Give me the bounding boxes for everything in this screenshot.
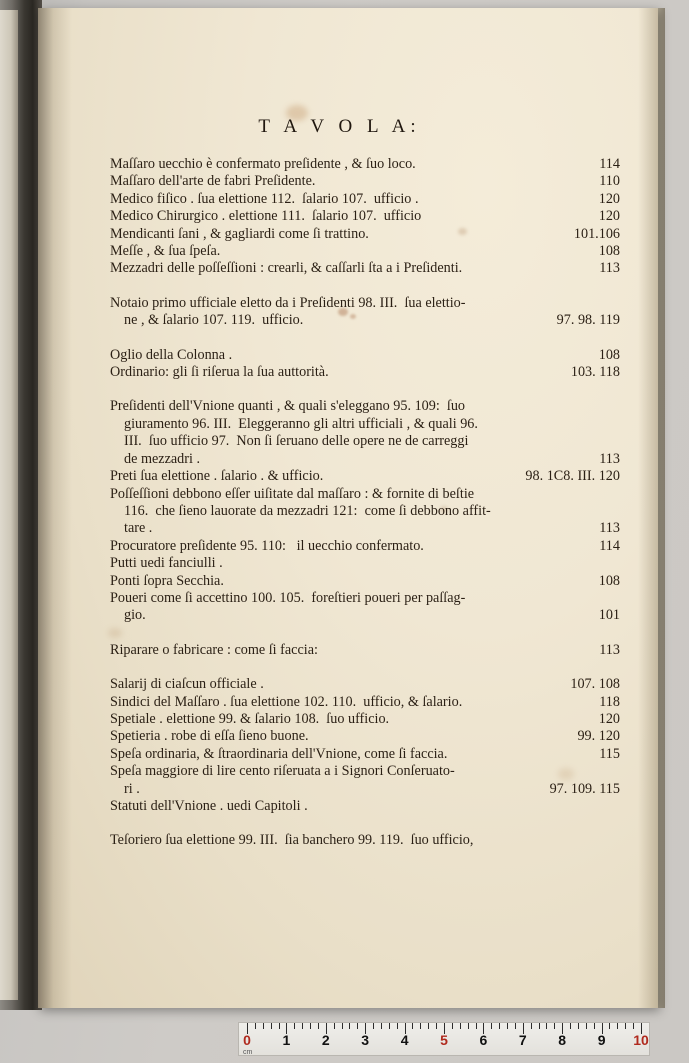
index-entry-text: Teſoriero ſua elettione 99. III. ſia banchero 99. 119. ſuo ufficio, — [110, 832, 474, 849]
index-entry-pages: 103. 118 — [570, 364, 620, 381]
index-entry-pages: 108 — [598, 572, 620, 589]
index-entry-pages: 98. 1C8. III. 120 — [525, 468, 620, 485]
ruler-tick-minor — [381, 1023, 382, 1029]
index-entry — [110, 468, 620, 485]
page-right-shadow — [638, 8, 658, 1008]
index-entry-text: Speſa maggiore di lire cento riſeruata a i Signori Conſeruato- — [110, 763, 455, 780]
ruler-tick-minor — [539, 1023, 540, 1029]
page-gutter-shadow — [38, 8, 72, 1008]
index-entry-text: III. ſuo ufficio 97. Non ſi ſeruano delle opere ne de carreggi — [124, 433, 469, 450]
ruler-number: 1 — [282, 1032, 291, 1048]
index-entry-text: tare . — [124, 520, 153, 537]
index-entry — [110, 486, 620, 503]
index-entry — [110, 590, 620, 607]
index-group — [110, 676, 620, 815]
index-entry — [110, 520, 620, 537]
ruler-tick-minor — [633, 1023, 634, 1029]
ruler-number: 9 — [597, 1032, 606, 1048]
page-title: T A V O L A: — [258, 116, 416, 137]
index-entry-pages: 110 — [599, 173, 620, 190]
index-entry-text: ne , & ſalario 107. 119. ufficio. — [124, 312, 304, 329]
ruler-tick-minor — [349, 1023, 350, 1029]
index-group — [110, 398, 620, 624]
index-entry-text: Meſſe , & ſua ſpeſa. — [110, 243, 221, 260]
index-entry-pages: 97. 109. 115 — [549, 780, 620, 797]
index-entry — [110, 208, 620, 225]
index-group — [110, 295, 620, 330]
index-entry-text: 116. che ſieno lauorate da mezzadri 121: come ſi debbono affit- — [124, 502, 491, 519]
index-entry — [110, 607, 620, 624]
index-entry-text: Maſſaro dell'arte de fabri Preſidente. — [110, 173, 316, 190]
index-entry-text: Medico Chirurgico . elettione 111. ſalario 107. ufficio — [110, 208, 422, 225]
ruler-number: 10 — [633, 1032, 649, 1048]
index-entry-text: Statuti dell'Vnione . uedi Capitoli . — [110, 798, 308, 814]
index-entry-pages: 120 — [598, 710, 620, 727]
index-entry — [110, 295, 620, 312]
index-entry-text: de mezzadri . — [124, 450, 201, 467]
ruler-tick-minor — [373, 1023, 374, 1029]
ruler-tick-minor — [389, 1023, 390, 1029]
tavola-index — [110, 116, 620, 867]
index-entry-text: Poueri come ſi accettino 100. 105. foreſtieri poueri per paſſag- — [110, 589, 466, 606]
index-entry-text: Putti uedi fanciulli . — [110, 555, 223, 572]
ruler-tick-minor — [334, 1023, 335, 1029]
index-entry-pages: 113 — [599, 520, 620, 537]
index-entry-text: Riparare o fabricare : come ſi faccia: — [110, 641, 318, 658]
index-entry-text: Speſa ordinaria, & ſtraordinaria dell'Vnione, come ſi faccia. — [110, 745, 448, 762]
index-entry — [110, 243, 620, 260]
index-entry-pages: 114 — [599, 156, 620, 172]
index-entry-pages: 108 — [598, 346, 620, 363]
ruler-tick-minor — [570, 1023, 571, 1029]
index-entry — [110, 746, 620, 763]
index-entry-pages: 118 — [599, 693, 620, 710]
index-entry — [110, 503, 620, 520]
index-entry — [110, 676, 620, 693]
index-entry-pages: 115 — [599, 745, 620, 762]
index-entry-text: Spetiale . elettione 99. & ſalario 108. ſuo ufficio. — [110, 710, 390, 727]
ruler-tick-minor — [594, 1023, 595, 1029]
index-entry — [110, 781, 620, 798]
index-entry-text: Medico fiſico . ſua elettione 112. ſalario 107. ufficio . — [110, 190, 419, 207]
ruler-number: 3 — [361, 1032, 370, 1048]
ruler-tick-minor — [625, 1023, 626, 1029]
index-entry — [110, 347, 620, 364]
index-group — [110, 832, 620, 849]
ruler-tick-minor — [491, 1023, 492, 1029]
ruler-tick-minor — [412, 1023, 413, 1029]
ruler-unit-label: cm — [243, 1049, 253, 1056]
ruler-tick-minor — [617, 1023, 618, 1029]
scale-ruler — [238, 1022, 650, 1056]
index-entry — [110, 694, 620, 711]
ruler-tick-minor — [428, 1023, 429, 1029]
index-entry — [110, 538, 620, 555]
index-entry-text: Ordinario: gli ſi riſerua la ſua auttorità. — [110, 364, 329, 381]
index-entry-text: giuramento 96. III. Eleggeranno gli altri ufficiali , & quali 96. — [124, 415, 478, 432]
ruler-tick-minor — [294, 1023, 295, 1029]
ruler-number: 8 — [558, 1032, 567, 1048]
ruler-tick-minor — [255, 1023, 256, 1029]
index-entry — [110, 191, 620, 208]
index-entry — [110, 173, 620, 190]
ruler-tick-minor — [460, 1023, 461, 1029]
index-entry-text: Poſſeſſioni debbono eſſer uiſitate dal maſſaro : & fornite di beſtie — [110, 485, 475, 502]
index-entry — [110, 451, 620, 468]
index-entry — [110, 226, 620, 243]
adjacent-page-gutter — [0, 0, 42, 1010]
index-entry-pages: 101 — [598, 607, 620, 624]
ruler-tick-minor — [302, 1023, 303, 1029]
index-entry-pages: 113 — [599, 641, 620, 658]
ruler-number: 0 — [243, 1032, 251, 1048]
index-group — [110, 347, 620, 382]
index-entry-pages: 101.106 — [573, 225, 620, 242]
ruler-tick-minor — [271, 1023, 272, 1029]
index-entry-text: Maſſaro uecchio è confermato preſidente , & ſuo loco. — [110, 156, 416, 172]
index-entry-pages: 113 — [599, 450, 620, 467]
ruler-tick-minor — [342, 1023, 343, 1029]
index-entry — [110, 156, 620, 173]
ruler-tick-minor — [554, 1023, 555, 1029]
ruler-tick-minor — [263, 1023, 264, 1029]
ruler-tick-minor — [357, 1023, 358, 1029]
index-entry — [110, 763, 620, 780]
ruler-tick-minor — [397, 1023, 398, 1029]
index-entry-text: Mendicanti ſani , & gagliardi come ſi trattino. — [110, 225, 369, 242]
index-entry — [110, 398, 620, 415]
index-entry-pages: 108 — [598, 243, 620, 260]
index-entry — [110, 433, 620, 450]
index-entry-pages: 113 — [599, 260, 620, 277]
index-entry-text: ri . — [124, 780, 140, 797]
ruler-tick-minor — [476, 1023, 477, 1029]
ruler-tick-minor — [609, 1023, 610, 1029]
adjacent-page-edge — [0, 10, 18, 1000]
index-entry-pages: 120 — [598, 190, 620, 207]
ruler-number: 4 — [400, 1032, 409, 1048]
index-entry-text: Sindici del Maſſaro . ſua elettione 102. 110. ufficio, & ſalario. — [110, 693, 463, 710]
ruler-tick-minor — [436, 1023, 437, 1029]
index-group — [110, 642, 620, 659]
ruler-tick-minor — [310, 1023, 311, 1029]
index-entry — [110, 728, 620, 745]
ruler-number: 6 — [479, 1032, 488, 1048]
index-entry — [110, 416, 620, 433]
index-entry-pages: 99. 120 — [577, 728, 620, 745]
index-entry — [110, 798, 620, 815]
ruler-tick-minor — [452, 1023, 453, 1029]
index-entry — [110, 832, 620, 849]
page-title-colon: : — [410, 116, 416, 137]
ruler-tick-minor — [546, 1023, 547, 1029]
index-entry-text: gio. — [124, 607, 146, 624]
index-entry-pages: 114 — [599, 537, 620, 554]
index-entry — [110, 260, 620, 277]
ruler-number: 7 — [518, 1032, 527, 1048]
ruler-tick-minor — [586, 1023, 587, 1029]
index-entry-text: Spetieria . robe di eſſa ſieno buone. — [110, 728, 309, 745]
index-entry-text: Mezzadri delle poſſeſſioni : crearli, & caſſarli ſta a i Preſidenti. — [110, 260, 463, 277]
ruler-number: 5 — [440, 1032, 448, 1048]
index-entry-text: Notaio primo ufficiale eletto da i Preſidenti 98. III. ſua elettio- — [110, 294, 466, 311]
ruler-tick-minor — [515, 1023, 516, 1029]
ruler-tick-minor — [468, 1023, 469, 1029]
ruler-tick-minor — [578, 1023, 579, 1029]
ruler-tick-minor — [420, 1023, 421, 1029]
ruler-tick-minor — [507, 1023, 508, 1029]
index-group — [110, 156, 620, 278]
ruler-ticks — [239, 1023, 649, 1055]
index-entry-text: Salarij di ciaſcun officiale . — [110, 676, 264, 693]
ruler-tick-minor — [531, 1023, 532, 1029]
ruler-number: 2 — [321, 1032, 330, 1048]
ruler-tick-minor — [499, 1023, 500, 1029]
index-entry — [110, 642, 620, 659]
index-groups — [110, 156, 620, 850]
index-entry-text: Preti ſua elettione . ſalario . & ufficio. — [110, 468, 324, 485]
index-entry — [110, 364, 620, 381]
ruler-tick-minor — [318, 1023, 319, 1029]
index-entry-text: Procuratore preſidente 95. 110: il uecchio confermato. — [110, 537, 424, 554]
index-entry-pages: 120 — [598, 208, 620, 225]
index-entry-text: Oglio della Colonna . — [110, 346, 233, 363]
index-entry-pages: 107. 108 — [570, 676, 620, 693]
book-page — [38, 8, 658, 1008]
index-entry — [110, 555, 620, 572]
index-entry-pages: 97. 98. 119 — [556, 312, 620, 329]
ruler-tick-minor — [279, 1023, 280, 1029]
index-entry-text: Ponti ſopra Secchia. — [110, 572, 224, 589]
index-entry — [110, 312, 620, 329]
index-entry — [110, 573, 620, 590]
index-entry — [110, 711, 620, 728]
index-entry-text: Preſidenti dell'Vnione quanti , & quali s'eleggano 95. 109: ſuo — [110, 398, 466, 415]
